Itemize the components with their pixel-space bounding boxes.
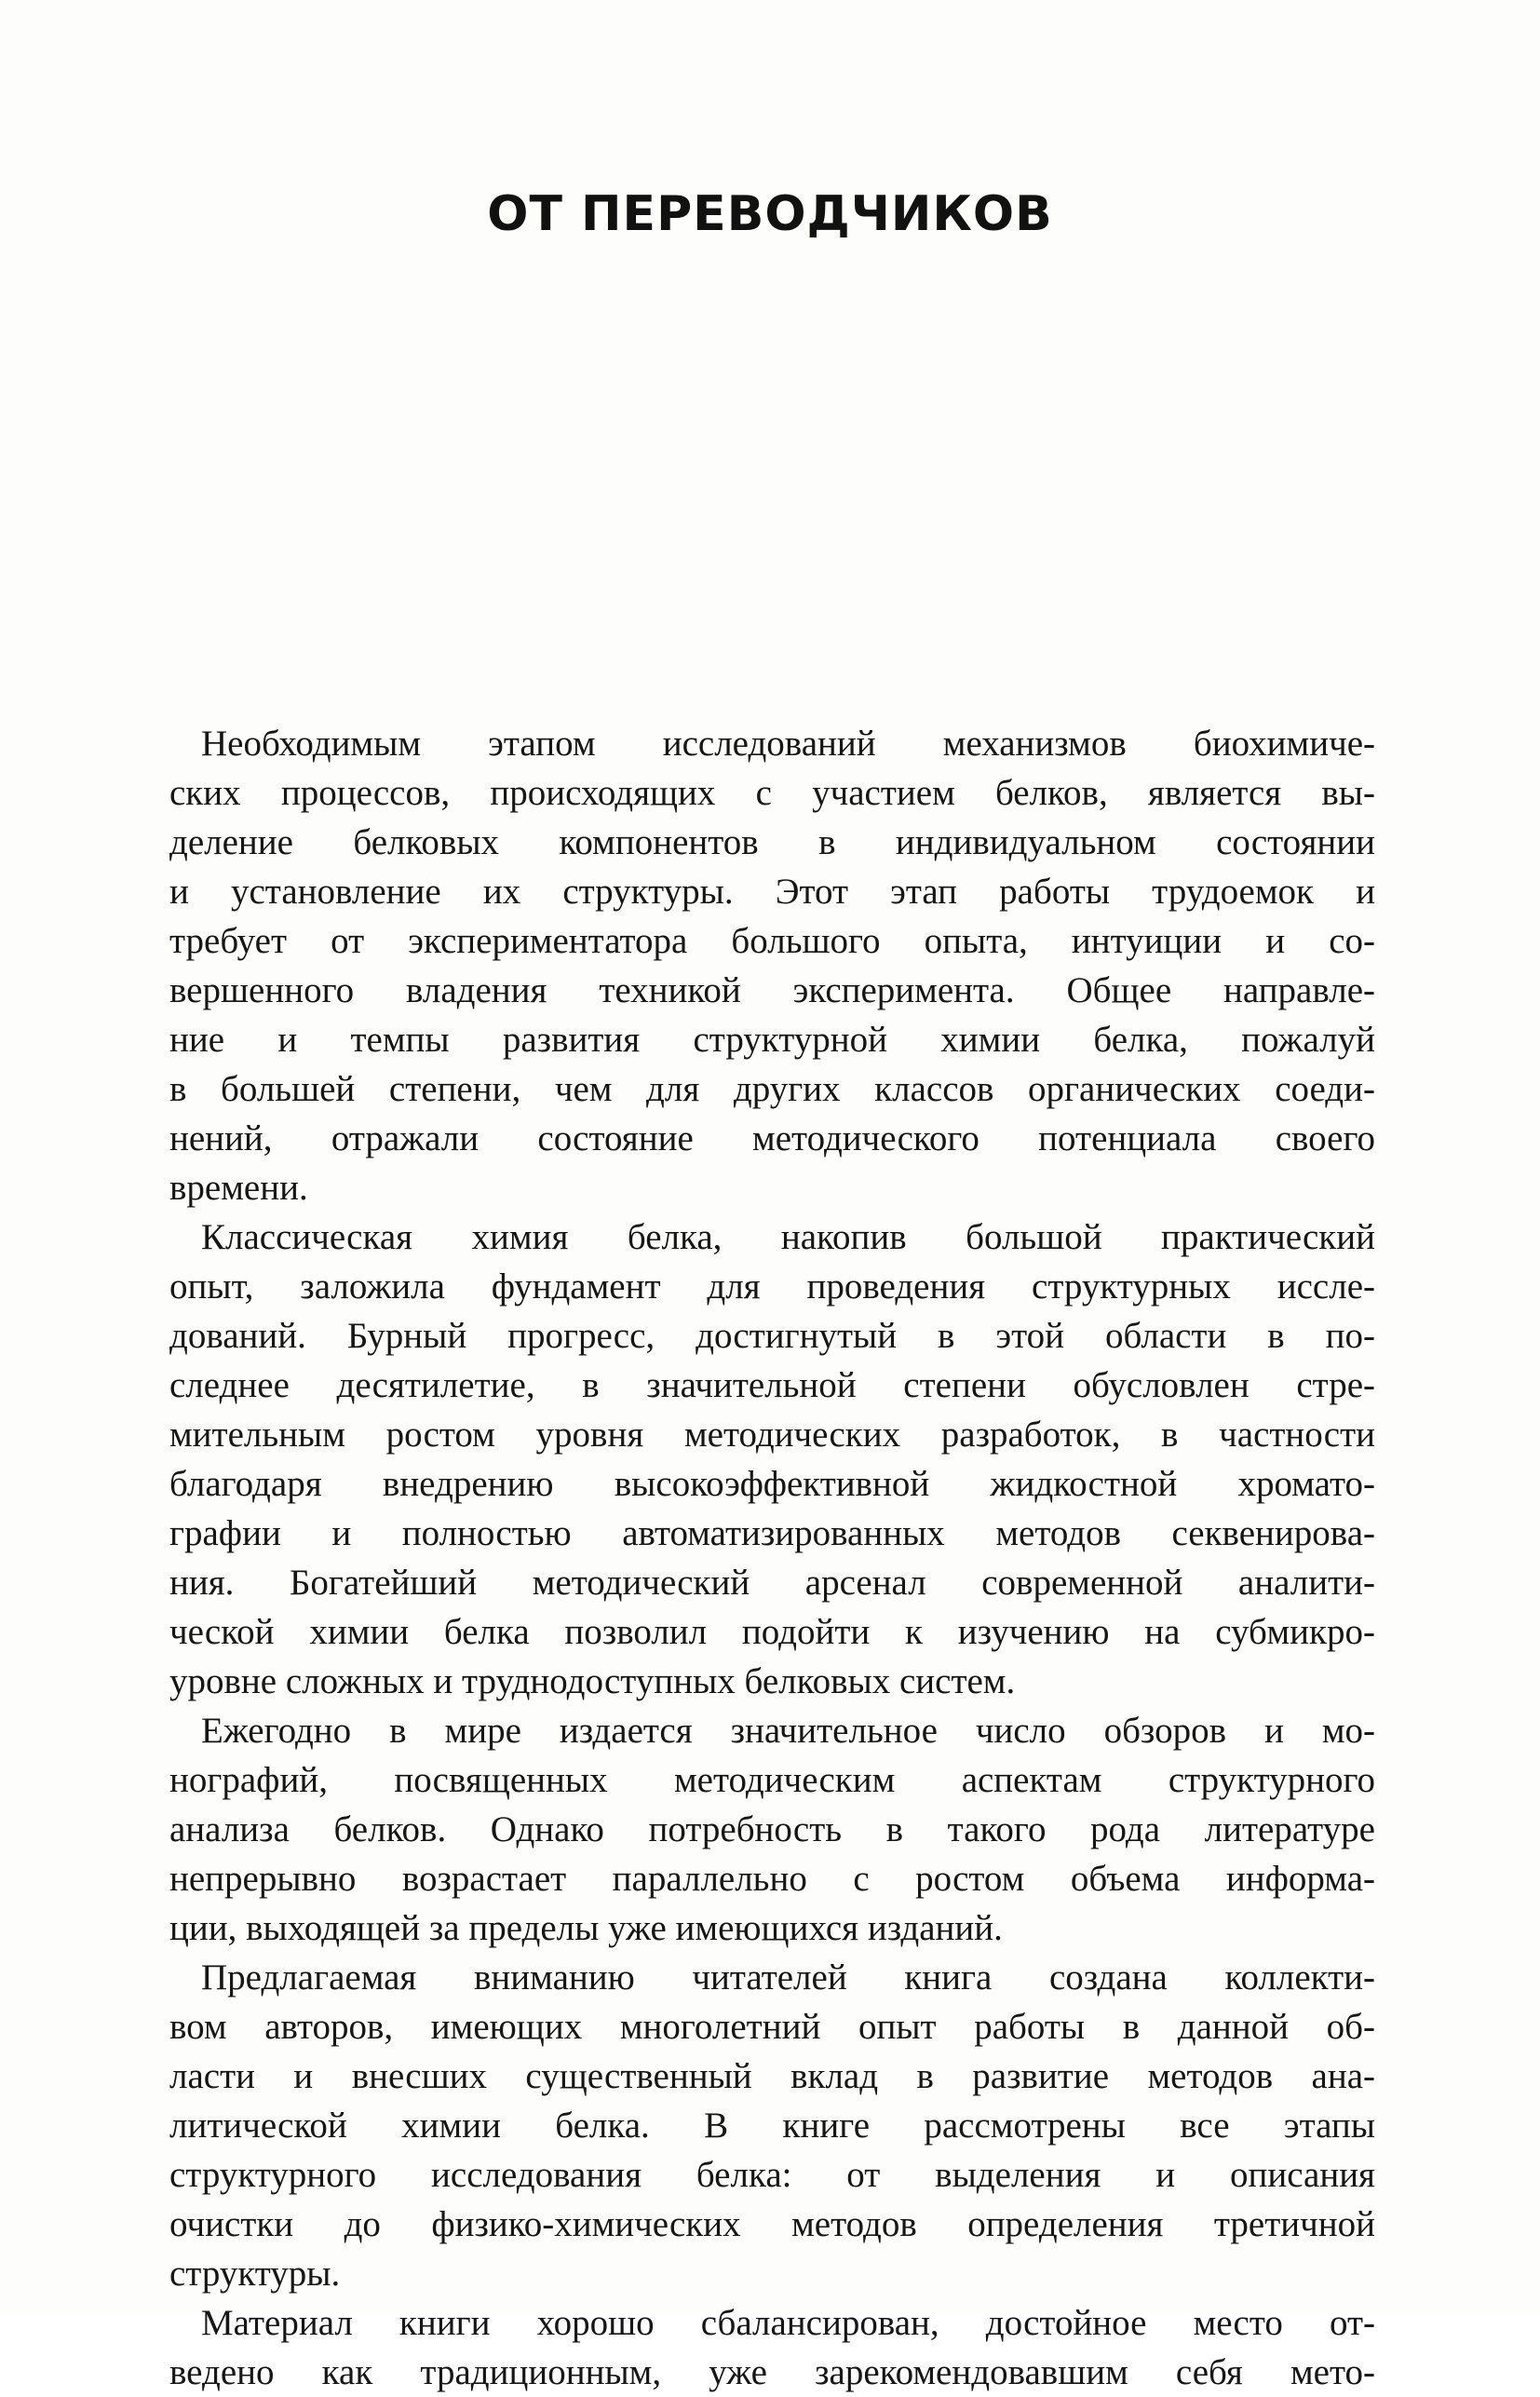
paragraph-line: мительным ростом уровня методических разработок, в частности bbox=[169, 1415, 1375, 1455]
paragraph-line: опыт, заложила фундамент для проведения структурных иссле- bbox=[169, 1266, 1375, 1307]
paragraph-line: ских процессов, происходящих с участием белков, является вы- bbox=[169, 773, 1375, 813]
paragraph-line: требует от экспериментатора большого опыта, интуиции и со- bbox=[169, 921, 1375, 961]
paragraph-line: непрерывно возрастает параллельно с ростом объема информа- bbox=[169, 1859, 1375, 1899]
body-text bbox=[169, 719, 1375, 2397]
paragraph-line: ния. Богатейший методический арсенал современной аналити- bbox=[169, 1563, 1375, 1603]
paragraph-line: следнее десятилетие, в значительной степени обусловлен стре- bbox=[169, 1365, 1375, 1405]
paragraph-line: ведено как традиционным, уже зарекомендовавшим себя мето- bbox=[169, 2352, 1375, 2392]
paragraph-line: структурного исследования белка: от выделения и описания bbox=[169, 2155, 1375, 2195]
paragraph-line: уровне сложных и труднодоступных белковых систем. bbox=[169, 1661, 1016, 1701]
paragraph-line: нений, отражали состояние методического потенциала своего bbox=[169, 1118, 1375, 1158]
paragraph-line: графии и полностью автоматизированных методов секвенирова- bbox=[169, 1513, 1375, 1553]
paragraph-line: Классическая химия белка, накопив большой практический bbox=[201, 1217, 1375, 1257]
paragraph-line: нографий, посвященных методическим аспектам структурного bbox=[169, 1760, 1375, 1800]
paragraph-line: структуры. bbox=[169, 2254, 341, 2294]
paragraph-line: ласти и внесших существенный вклад в развитие методов ана- bbox=[169, 2056, 1375, 2096]
paragraph-line: ческой химии белка позволил подойти к изучению на субмикро- bbox=[169, 1612, 1375, 1652]
paragraph-line: вом авторов, имеющих многолетний опыт работы в данной об- bbox=[169, 2007, 1375, 2047]
paragraph-line: ние и темпы развития структурной химии белка, пожалуй bbox=[169, 1020, 1375, 1060]
page-title: ОТ ПЕРЕВОДЧИКОВ bbox=[487, 186, 1053, 242]
paragraph-line: очистки до физико-химических методов определения третичной bbox=[169, 2204, 1375, 2244]
paragraph-line: ции, выходящей за пределы уже имеющихся изданий. bbox=[169, 1908, 1003, 1948]
paragraph-line: Ежегодно в мире издается значительное число обзоров и мо- bbox=[201, 1711, 1375, 1751]
paragraph-line: анализа белков. Однако потребность в такого рода литературе bbox=[169, 1809, 1375, 1849]
paragraph-line: времени. bbox=[169, 1168, 308, 1208]
paragraph-line: Материал книги хорошо сбалансирован, достойное место от- bbox=[201, 2303, 1375, 2343]
paragraph-line: дований. Бурный прогресс, достигнутый в этой области в по- bbox=[169, 1316, 1375, 1356]
paragraph-line: вершенного владения техникой эксперимента. Общее направле- bbox=[169, 970, 1375, 1010]
paragraph-line: в большей степени, чем для других классов органических соеди- bbox=[169, 1069, 1375, 1109]
paragraph-line: Необходимым этапом исследований механизмов биохимиче- bbox=[201, 724, 1375, 764]
paragraph-line: литической химии белка. В книге рассмотрены все этапы bbox=[169, 2106, 1375, 2146]
paragraph-line: деление белковых компонентов в индивидуальном состоянии bbox=[169, 822, 1375, 862]
paragraph-line: Предлагаемая вниманию читателей книга создана коллекти- bbox=[201, 1957, 1375, 1998]
paragraph-line: благодаря внедрению высокоэффективной жидкостной хромато- bbox=[169, 1464, 1375, 1504]
paragraph-line: и установление их структуры. Этот этап работы трудоемок и bbox=[169, 872, 1375, 912]
